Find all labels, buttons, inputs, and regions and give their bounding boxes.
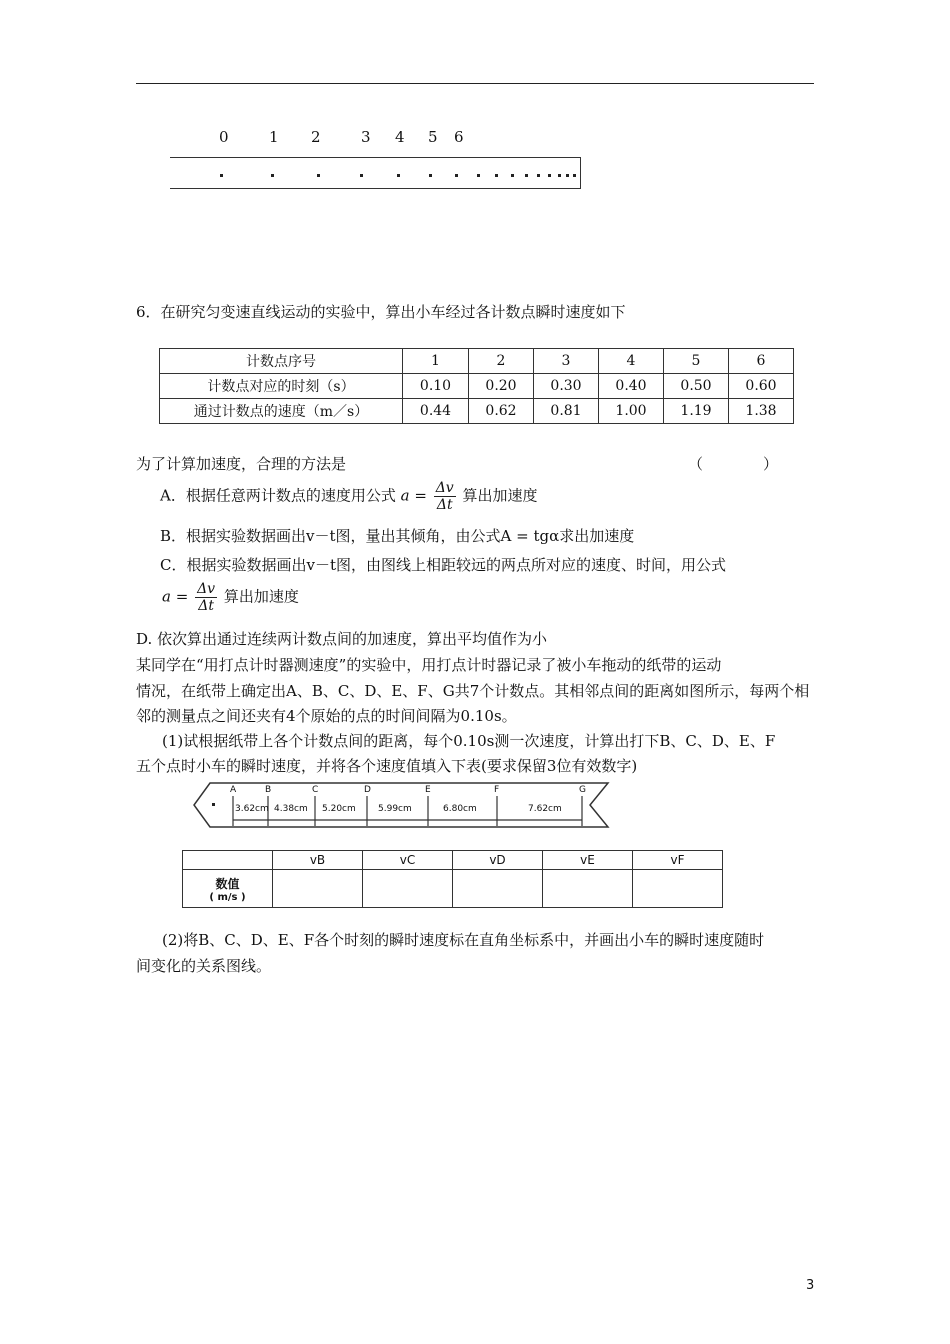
table-row [183, 870, 723, 908]
q7-sub2-line2: 间变化的关系图线。 [136, 957, 272, 975]
table-cell: 1.00 [599, 399, 664, 424]
q7-sub1-line2: 五个点时小车的瞬时速度，并将各个速度值填入下表(要求保留3位有效数字) [136, 757, 638, 775]
table-cell: 0.10 [403, 374, 469, 399]
table-row [183, 851, 723, 870]
top-rule [136, 83, 814, 84]
q7-paragraph-line2: 情况，在纸带上确定出A、B、C、D、E、F、G共7个计数点。其相邻点间的距离如图所示，每两个相 [136, 682, 810, 700]
tape-point-d: D [364, 785, 371, 795]
table-row [160, 399, 794, 424]
option-c: C．根据实验数据画出v－t图，由图线上相距较远的两点所对应的速度、时间，用公式 [160, 556, 726, 574]
q7-paragraph-line3: 邻的测量点之间还夹有4个原始的点的时间间隔为0.10s。 [136, 707, 517, 725]
table-corner [183, 851, 273, 870]
tape1-label-1: 1 [269, 128, 279, 146]
header-ve: vE [543, 851, 633, 870]
tape-distance-fg: 7.62cm [528, 804, 562, 814]
q6-data-table [159, 348, 794, 424]
col-header: 6 [729, 349, 794, 374]
answer-blank: （ ） [688, 455, 779, 473]
col-header: 1 [403, 349, 469, 374]
tape-distance-cd: 5.20cm [322, 804, 356, 814]
answer-cell-vc[interactable] [363, 870, 453, 908]
tape-point-c: C [312, 785, 319, 795]
tape1-label-3: 3 [361, 128, 371, 146]
fraction [195, 581, 217, 614]
answer-cell-ve[interactable] [543, 870, 633, 908]
q7-sub2-line1: (2)将B、C、D、E、F各个时刻的瞬时速度标在直角坐标系中，并画出小车的瞬时速度随时 [162, 931, 765, 949]
tape-distance-ab: 3.62cm [235, 804, 269, 814]
tape-dot [212, 803, 215, 806]
velocity-table [182, 850, 723, 908]
table-cell: 1.19 [664, 399, 729, 424]
paper-tape-diagram [190, 780, 615, 830]
tape1-label-6: 6 [454, 128, 464, 146]
row-header: 计数点序号 [160, 349, 403, 374]
header-vb: vB [273, 851, 363, 870]
col-header: 3 [534, 349, 599, 374]
answer-cell-vf[interactable] [633, 870, 723, 908]
row-header: 通过计数点的速度（m／s） [160, 399, 403, 424]
tape-distance-ef: 6.80cm [443, 804, 477, 814]
q7-paragraph-line1: 某同学在“用打点计时器测速度”的实验中，用打点计时器记录了被小车拖动的纸带的运动 [136, 656, 722, 674]
row-label-text: 数值 [215, 876, 240, 891]
fraction-numerator: Δv [435, 480, 454, 496]
tape1-dots [170, 157, 582, 189]
table-cell: 0.50 [664, 374, 729, 399]
row-header: 计数点对应的时刻（s） [160, 374, 403, 399]
fraction-denominator: Δt [436, 497, 453, 513]
table-cell: 0.62 [469, 399, 534, 424]
option-a-suffix: 算出加速度 [462, 486, 538, 505]
tape-point-e: E [425, 785, 431, 795]
option-a [160, 480, 538, 513]
tape1-label-0: 0 [219, 128, 229, 146]
formula-lhs: a = [162, 587, 189, 606]
option-c-suffix: 算出加速度 [223, 587, 299, 606]
table-cell: 0.44 [403, 399, 469, 424]
tape-point-a: A [230, 785, 237, 795]
table-row [160, 349, 794, 374]
header-vd: vD [453, 851, 543, 870]
table-cell: 0.20 [469, 374, 534, 399]
table-row [160, 374, 794, 399]
answer-cell-vb[interactable] [273, 870, 363, 908]
tape1-label-2: 2 [311, 128, 321, 146]
q6-stem: 6．在研究匀变速直线运动的实验中，算出小车经过各计数点瞬时速度如下 [136, 303, 626, 321]
table-cell: 0.81 [534, 399, 599, 424]
q6-prompt: 为了计算加速度，合理的方法是 [136, 455, 347, 473]
fraction-numerator: Δv [197, 581, 216, 597]
formula-lhs: a = [400, 486, 427, 505]
header-vf: vF [633, 851, 723, 870]
col-header: 5 [664, 349, 729, 374]
table-cell: 0.30 [534, 374, 599, 399]
option-a-text: A．根据任意两计数点的速度用公式 [160, 486, 396, 505]
tape-point-g: G [579, 785, 586, 795]
header-vc: vC [363, 851, 453, 870]
row-label-unit: ( m/s ) [209, 891, 246, 903]
tape-distance-de: 5.99cm [378, 804, 412, 814]
tape-distance-bc: 4.38cm [274, 804, 308, 814]
table-cell: 0.60 [729, 374, 794, 399]
tape-point-b: B [265, 785, 272, 795]
row-label [183, 870, 273, 908]
option-c-formula-line [162, 581, 299, 614]
table-cell: 0.40 [599, 374, 664, 399]
fraction-denominator: Δt [198, 598, 214, 614]
table-cell: 1.38 [729, 399, 794, 424]
col-header: 2 [469, 349, 534, 374]
fraction [434, 480, 456, 513]
page-number: 3 [806, 1278, 815, 1293]
tape1-label-5: 5 [428, 128, 438, 146]
q7-sub1-line1: (1)试根据纸带上各个计数点间的距离，每个0.10s测一次速度，计算出打下B、C、D、E、F [162, 732, 776, 750]
option-b: B．根据实验数据画出v－t图，量出其倾角，由公式A = tgα求出加速度 [160, 527, 635, 545]
answer-cell-vd[interactable] [453, 870, 543, 908]
col-header: 4 [599, 349, 664, 374]
tape-point-f: F [494, 785, 500, 795]
option-d: D. 依次算出通过连续两计数点间的加速度，算出平均值作为小 [136, 630, 548, 648]
tape1-label-4: 4 [395, 128, 405, 146]
